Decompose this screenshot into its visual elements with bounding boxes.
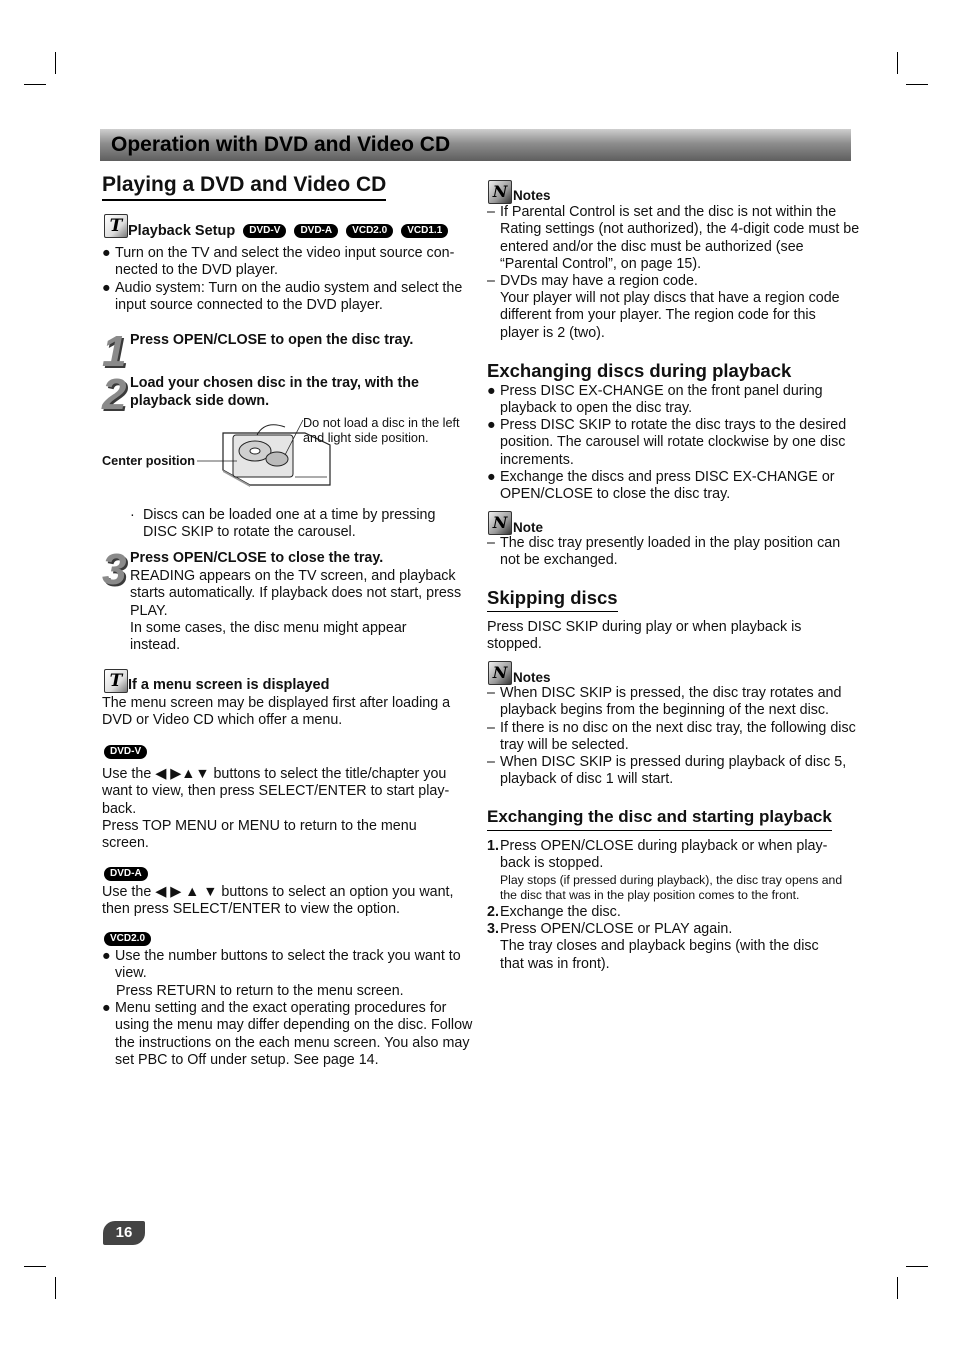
exchange-heading: Exchanging discs during playback: [487, 360, 792, 381]
skip-text: Press DISC SKIP during play or when playback is stopped.: [487, 619, 802, 653]
badge-vcd11: VCD1.1: [401, 224, 448, 238]
step-3-number: 3: [102, 545, 127, 594]
skip-heading: Skipping discs: [487, 587, 618, 612]
badge-dvd-v: DVD-V: [104, 745, 147, 759]
menu-intro: The menu screen may be displayed first after loading a DVD or Video CD which offer a menu.: [102, 695, 451, 729]
playback-setup-heading: [128, 222, 448, 240]
bullet-icon: ●: [487, 469, 496, 485]
bullet-icon: ●: [487, 383, 496, 399]
notes-1-item-2: – DVDs may have a region code.: [487, 273, 698, 289]
step-1-number: 1: [102, 327, 127, 376]
start-playback-heading: Exchanging the disc and starting playback: [487, 807, 832, 831]
note-icon: N: [488, 180, 512, 204]
bullet-icon: ●: [487, 417, 496, 433]
bullet-icon: ●: [102, 280, 111, 296]
section-banner-title: Operation with DVD and Video CD: [111, 133, 451, 156]
menu-screen-heading: If a menu screen is displayed: [128, 677, 330, 693]
notes-3-item-2: – If there is no disc on the next disc tray, the following disc tray will be selected.: [487, 720, 856, 754]
dvdv-text-2: Press TOP MENU or MENU to return to the menu screen.: [102, 818, 417, 852]
dot-icon: ·: [130, 507, 135, 523]
bullet-icon: ●: [102, 1000, 111, 1016]
vcd-bullet-1: ● Use the number buttons to select the track you want to view.: [102, 948, 461, 982]
tip-icon: T: [104, 669, 128, 693]
figure-label-center-position: Center position: [102, 454, 196, 468]
step-3-body-2: In some cases, the disc menu might appear instead.: [130, 620, 407, 654]
dvdv-text-1: Use the ◀ ▶▲▼ buttons to select the title/chapter you want to view, then press SELECT/ENTER to start play-back.: [102, 766, 450, 817]
bullet-icon: ●: [102, 245, 111, 261]
note-icon: N: [488, 511, 512, 535]
start-step-3: 3. Press OPEN/CLOSE or PLAY again. The tray closes and playback begins (with the disc that was in front).: [487, 921, 819, 972]
exchange-bullet-1: ● Press DISC EX-CHANGE on the front panel during playback to open the disc tray.: [487, 383, 823, 417]
step-3-heading: Press OPEN/CLOSE to close the tray.: [130, 550, 384, 566]
exchange-bullet-3: ● Exchange the discs and press DISC EX-CHANGE or OPEN/CLOSE to close the disc tray.: [487, 469, 835, 503]
badge-vcd20: VCD2.0: [104, 932, 151, 946]
playback-setup-label: Playback Setup: [128, 223, 236, 239]
section-banner: [100, 129, 851, 161]
note-2-item: – The disc tray presently loaded in the play position can not be exchanged.: [487, 535, 841, 569]
notes-1-item-1: – If Parental Control is set and the disc is not within the Rating settings (not authorized), the 4-digit code must be entered and/or the disc must be authorized (see “Parental Control”, on page 15).: [487, 204, 860, 272]
bullet-icon: ●: [102, 948, 111, 964]
figure-callout: Do not load a disc in the left and light side position.: [303, 416, 460, 445]
page-title: Playing a DVD and Video CD: [102, 173, 386, 201]
notes-3-title: Notes: [513, 670, 551, 685]
notes-1-item-2b: Your player will not play discs that have a region code different from your player. The region code for this player is 2 (two).: [500, 290, 840, 341]
start-step-1: 1. Press OPEN/CLOSE during playback or when play-back is stopped. Play stops (if pressed during playback), the disc tray opens and the disc that was in the play position comes to the front.: [487, 838, 843, 902]
vcd-bullet-1b: Press RETURN to return to the menu screen.: [116, 983, 404, 999]
badge-dvd-a: DVD-A: [104, 867, 148, 881]
start-step-2: 2. Exchange the disc.: [487, 904, 621, 920]
badge-dvd-a: DVD-A: [294, 224, 338, 238]
badge-dvd-v: DVD-V: [243, 224, 286, 238]
note-icon: N: [488, 661, 512, 685]
notes-3-item-3: – When DISC SKIP is pressed during playback of disc 5, playback of disc 1 will start.: [487, 754, 847, 788]
step-2-line-1: Load your chosen disc in the tray, with the: [130, 375, 419, 391]
setup-bullet-2: ● Audio system: Turn on the audio system and select the input source connected to the DVD player.: [102, 280, 463, 314]
notes-1-title: Notes: [513, 188, 551, 203]
badge-vcd20: VCD2.0: [346, 224, 393, 238]
step-2-number: 2: [102, 370, 127, 419]
exchange-bullet-2: ● Press DISC SKIP to rotate the disc trays to the desired position. The carousel will rotate clockwise by one disc increments.: [487, 417, 847, 468]
step-1-text: Press OPEN/CLOSE to open the disc tray.: [130, 332, 414, 348]
setup-bullet-1: ● Turn on the TV and select the video input source con-nected to the DVD player.: [102, 245, 455, 279]
step-2-line-2: playback side down.: [130, 393, 270, 409]
step-3-body: READING appears on the TV screen, and playback starts automatically. If playback does not start, press PLAY.: [130, 568, 462, 619]
note-2-title: Note: [513, 520, 543, 535]
page-number: 16: [103, 1221, 145, 1245]
disc-load-note: · Discs can be loaded one at a time by pressing DISC SKIP to rotate the carousel.: [130, 507, 436, 541]
vcd-bullet-2: ● Menu setting and the exact operating procedures for using the menu may differ depending on the disc. Follow the instructions on the each menu screen. You also may set PBC to Off under setup. See page 14.: [102, 1000, 473, 1068]
dvda-text: Use the ◀ ▶ ▲ ▼ buttons to select an option you want, then press SELECT/ENTER to view the option.: [102, 884, 454, 918]
tip-icon: T: [104, 214, 128, 238]
notes-3-item-1: – When DISC SKIP is pressed, the disc tray rotates and playback begins from the beginning of the next disc.: [487, 685, 842, 719]
